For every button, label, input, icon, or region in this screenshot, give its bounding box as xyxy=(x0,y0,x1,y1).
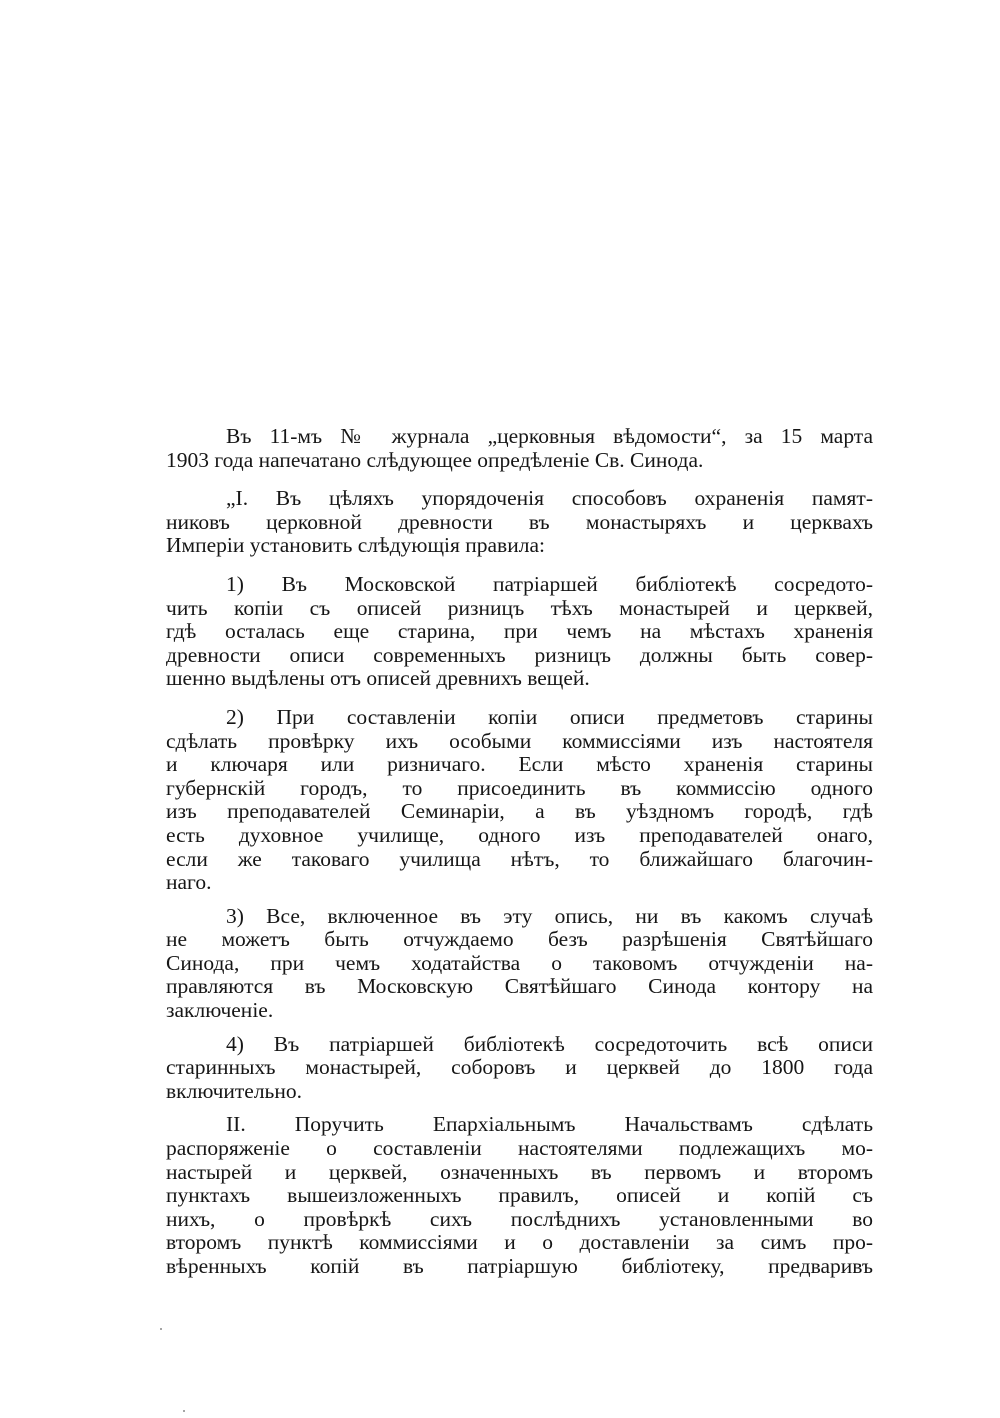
paragraph-intro xyxy=(166,425,873,472)
text-line: чить копіи съ описей ризницъ тѣхъ монастырей и церквей, xyxy=(166,595,873,620)
text-line: сдѣлать провѣрку ихъ особыми коммиссіями изъ настоятеля xyxy=(166,728,873,753)
text-line: нихъ, о провѣркѣ сихъ послѣднихъ установленными во xyxy=(166,1206,873,1231)
text-line: заключеніе. xyxy=(166,998,274,1023)
text-line: губернскій городъ, то присоединить въ коммиссію одного xyxy=(166,775,873,800)
text-line: изъ преподавателей Семинаріи, а въ уѣздномъ городѣ, гдѣ xyxy=(166,799,873,824)
text-line: вѣренныхъ копій въ патріаршую библіотеку, предваривъ xyxy=(166,1254,873,1278)
text-line: II. Поручить Епархіальнымъ Начальствамъ сдѣлать xyxy=(226,1112,873,1137)
text-line: никовъ церковной древности въ монастыряхъ и церквахъ xyxy=(166,509,873,534)
text-line: Въ 11-мъ № журнала „церковныя вѣдомости“, за 15 марта xyxy=(226,424,873,448)
text-line: 1903 года напечатано слѣдующее опредѣленіе Св. Синода. xyxy=(166,447,704,472)
text-line: есть духовное училище, одного изъ преподавателей онаго, xyxy=(166,822,873,847)
text-line: наго. xyxy=(166,870,212,895)
text-line: настырей и церквей, означенныхъ въ первомъ и второмъ xyxy=(166,1159,873,1184)
paragraph-section-2 xyxy=(166,1113,873,1278)
text-line: старинныхъ монастырей, соборовъ и церквей до 1800 года xyxy=(166,1055,873,1080)
text-line: 3) Все, включенное въ эту опись, ни въ какомъ случаѣ xyxy=(226,903,873,928)
document-page xyxy=(166,425,873,1279)
text-line: 4) Въ патріаршей библіотекѣ сосредоточить всѣ описи xyxy=(226,1031,873,1056)
scan-speck xyxy=(183,1410,185,1412)
paragraph-rule-1 xyxy=(166,573,873,691)
text-line: 1) Въ Московской патріаршей библіотекѣ сосредото- xyxy=(226,571,873,596)
text-line: пунктахъ вышеизложенныхъ правилъ, описей и копій съ xyxy=(166,1183,873,1208)
text-line: шенно выдѣлены отъ описей древнихъ вещей. xyxy=(166,666,590,691)
text-line: древности описи современныхъ ризницъ должны быть совер- xyxy=(166,642,873,667)
paragraph-rule-2 xyxy=(166,706,873,895)
scan-speck xyxy=(160,1328,162,1330)
text-line: 2) При составленіи копіи описи предметовъ старины xyxy=(226,704,873,729)
text-line: Имперіи установить слѣдующія правила: xyxy=(166,533,545,558)
text-line: если же таковаго училища нѣтъ, то ближайшаго благочин- xyxy=(166,846,873,871)
text-line: второмъ пунктѣ коммиссіями и о доставленіи за симъ про- xyxy=(166,1230,873,1255)
text-line: распоряженіе о составленіи настоятелями подлежащихъ мо- xyxy=(166,1136,873,1161)
text-line: и ключаря или ризничаго. Если мѣсто храненія старины xyxy=(166,752,873,777)
text-line: гдѣ осталась еще старина, при чемъ на мѣстахъ храненія xyxy=(166,619,873,644)
paragraph-section-1 xyxy=(166,487,873,558)
paragraph-rule-3 xyxy=(166,905,873,1023)
text-line: Синода, при чемъ ходатайства о таковомъ отчужденіи на- xyxy=(166,950,873,975)
text-line: правляются въ Московскую Святѣйшаго Синода контору на xyxy=(166,974,873,999)
text-line: не можетъ быть отчуждаемо безъ разрѣшенія Святѣйшаго xyxy=(166,927,873,952)
text-line: „I. Въ цѣляхъ упорядоченія способовъ охраненія памят- xyxy=(226,486,873,511)
paragraph-rule-4 xyxy=(166,1033,873,1104)
text-line: включительно. xyxy=(166,1078,302,1103)
